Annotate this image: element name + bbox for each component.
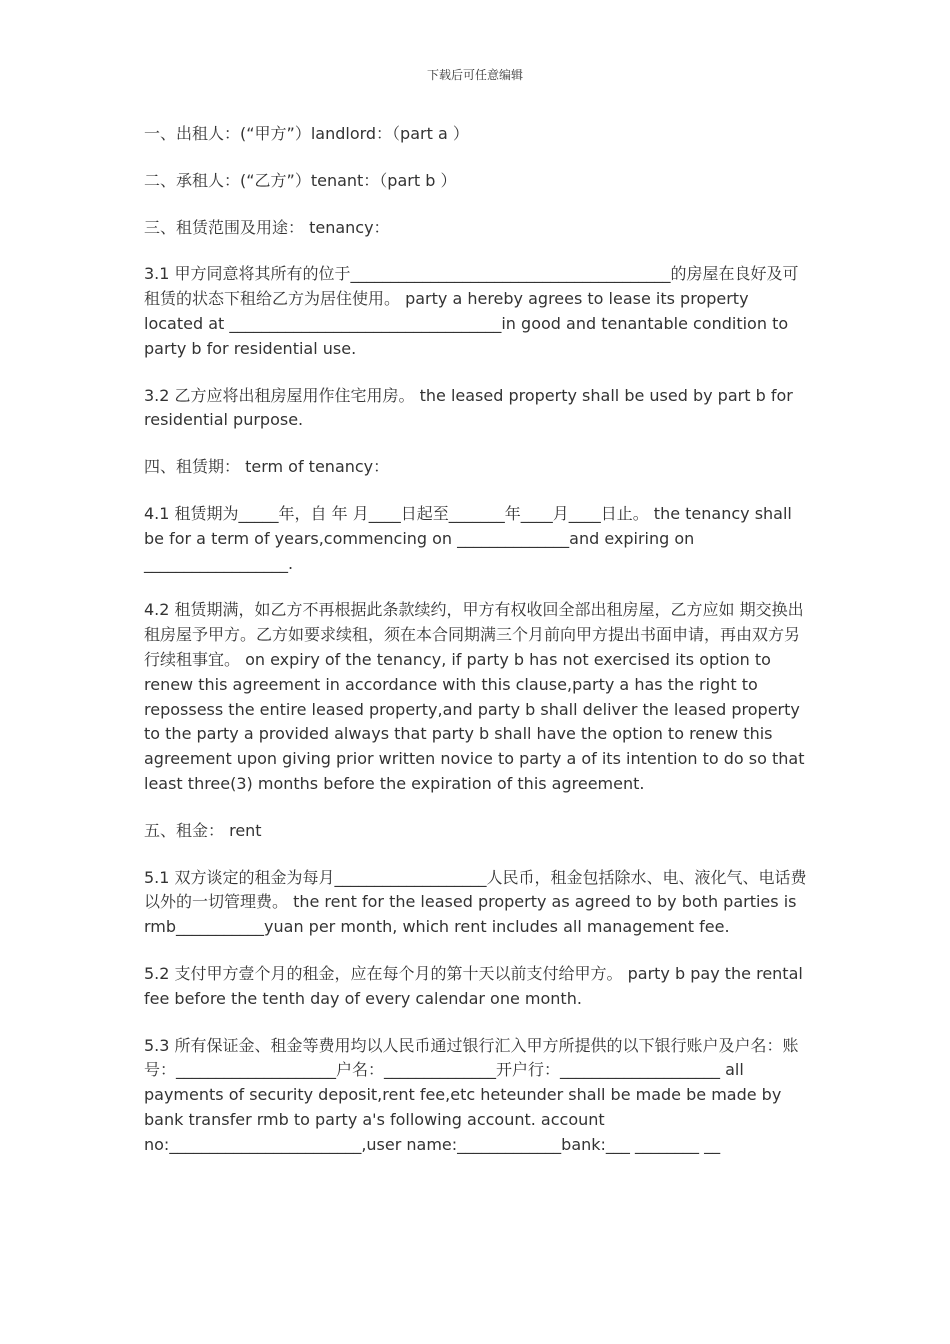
clause-3-2: 3.2 乙方应将出租房屋用作住宅用房。 the leased property shall be used by part b for residential purpose. xyxy=(144,385,793,430)
clause-tenant: 二、承租人：(“乙方”）tenant：（part b ） xyxy=(144,170,457,190)
clause-5-3: 5.3 所有保证金、租金等费用均以人民币通过银行汇入甲方所提供的以下银行账户及户名：账号：____________________户名：______________开户行：____________________ all payments of security deposit,rent fee,etc heteunder shall be made be made by bank transfer rmb to party a's following account. account no:________________________,user name:_____________bank:___ ________ __ xyxy=(144,1035,799,1154)
clause-3-1: 3.1 甲方同意将其所有的位于________________________________________的房屋在良好及可租赁的状态下租给乙方为居住使用。 party a hereby agrees to lease its property located at __________________________________in good and tenantable condition to party b for residential use. xyxy=(144,264,799,358)
section-rent-heading: 五、租金： rent xyxy=(144,820,262,840)
section-term-heading: 四、租赁期： term of tenancy： xyxy=(144,457,390,477)
clause-5-1: 5.1 双方谈定的租金为每月___________________人民币，租金包括除水、电、液化气、电话费以外的一切管理费。 the rent for the leased property as agreed to by both parties is rmb___________yuan per month, which rent includes all management fee. xyxy=(144,867,807,937)
page-header-note: 下载后可任意编辑 xyxy=(426,68,523,82)
document-body xyxy=(144,122,810,1180)
clause-landlord: 一、出租人：(“甲方”）landlord：（part a ） xyxy=(144,124,469,143)
section-tenancy-heading: 三、租赁范围及用途： tenancy： xyxy=(144,217,390,237)
clause-4-1: 4.1 租赁期为_____年，自 年 月____日起至_______年____月____日止。 the tenancy shall be for a term of years,commencing on ______________and expiring on __________________. xyxy=(144,503,792,573)
clause-4-2: 4.2 租赁期满，如乙方不再根据此条款续约，甲方有权收回全部出租房屋，乙方应如 期交换出租房屋予甲方。乙方如要求续租，须在本合同期满三个月前向甲方提出书面申请，再由双方另行续租事宜。 on expiry of the tenancy, if party b has not exercised its option to renew this agreement in accordance with this clause,party a has the right to repossess the entire leased property,and party b shall deliver the leased property to the party a provided always that party b shall have the option to renew this agreement upon giving prior written novice to party a of its intention to do so that least three(3) months before the expiration of this agreement. xyxy=(144,600,805,793)
clause-5-2: 5.2 支付甲方壹个月的租金，应在每个月的第十天以前支付给甲方。 party b pay the rental fee before the tenth day of every calendar one month. xyxy=(144,963,803,1008)
